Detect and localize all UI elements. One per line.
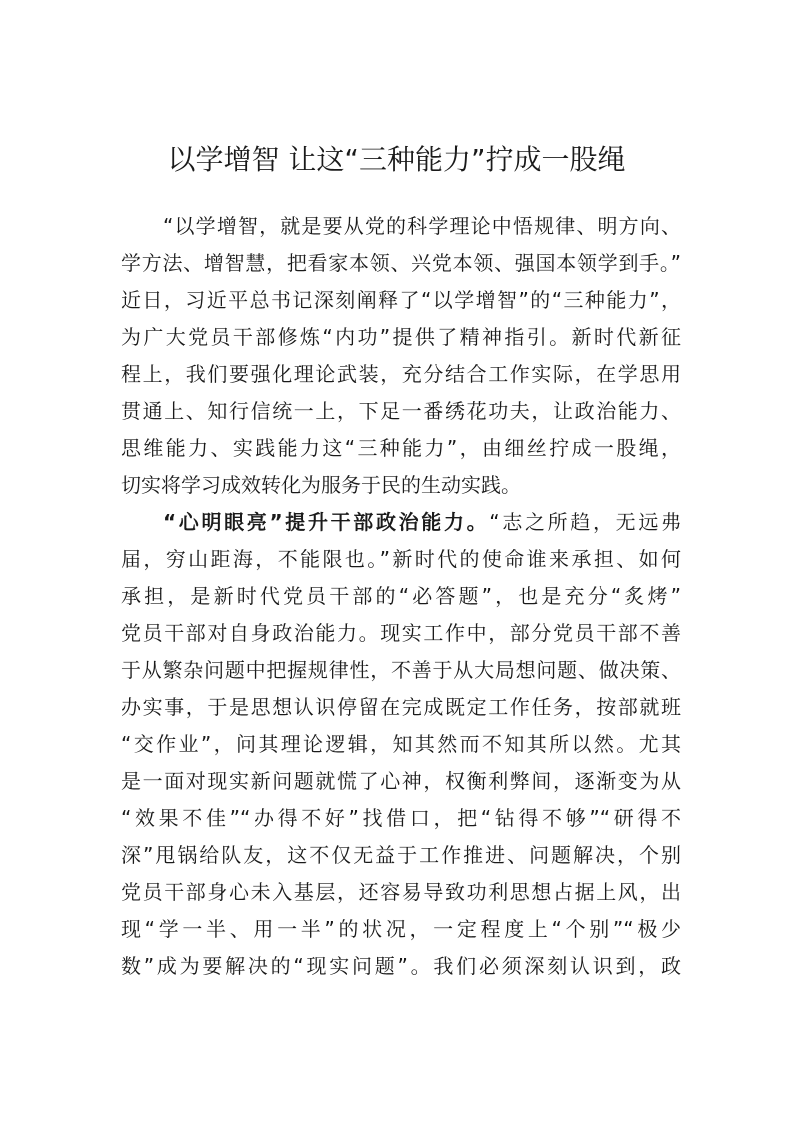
paragraph-line: 贯通上、知行信统一上，下足一番绣花功夫，让政治能力、 [121,399,681,423]
paragraph-text: “志之所趋，无远弗 [489,510,681,534]
paragraph-line: 学方法、增智慧，把看家本领、兴党本领、强国本领学到手。” [121,251,681,275]
document-body [121,208,681,985]
paragraph-line: 深”甩锅给队友，这不仅无益于工作推进、问题解决，个别 [121,843,681,867]
paragraph-line: 是一面对现实新问题就慌了心神，权衡利弊间，逐渐变为从 [121,769,681,793]
paragraph-line: 近日，习近平总书记深刻阐释了“以学增智”的“三种能力”， [121,288,681,312]
paragraph-line: 党员干部对自身政治能力。现实工作中，部分党员干部不善 [121,621,681,645]
document-title: 以学增智 让这“三种能力”拧成一股绳 [167,143,626,176]
paragraph-line: “效果不佳”“办得不好”找借口，把“钻得不够”“研得不 [121,806,681,830]
section-heading: “心明眼亮”提升干部政治能力。 [163,510,490,534]
paragraph-line: 程上，我们要强化理论武装，充分结合工作实际，在学思用 [121,362,681,386]
paragraph-2 [121,504,681,985]
paragraph-line: 党员干部身心未入基层，还容易导致功利思想占据上风，出 [121,880,681,904]
paragraph-line: “交作业”，问其理论逻辑，知其然而不知其所以然。尤其 [121,732,681,756]
paragraph-line: 思维能力、实践能力这“三种能力”，由细丝拧成一股绳， [121,436,681,460]
paragraph-line: 届，穷山距海，不能限也。”新时代的使命谁来承担、如何 [121,547,681,571]
paragraph-line: 现“学一半、用一半”的状况，一定程度上“个别”“极少 [121,917,681,941]
paragraph-line: 于从繁杂问题中把握规律性，不善于从大局想问题、做决策、 [121,658,681,682]
paragraph-1 [121,208,681,504]
paragraph-line: 为广大党员干部修炼“内功”提供了精神指引。新时代新征 [121,325,681,349]
paragraph-line: 切实将学习成效转化为服务于民的生动实践。 [121,473,521,497]
paragraph-line [121,504,681,541]
paragraph-line: 承担，是新时代党员干部的“必答题”，也是充分“炙烤” [121,584,681,608]
paragraph-line: “以学增智，就是要从党的科学理论中悟规律、明方向、 [163,214,681,238]
paragraph-line: 办实事，于是思想认识停留在完成既定工作任务，按部就班 [121,695,681,719]
paragraph-line: 数”成为要解决的“现实问题”。我们必须深刻认识到，政 [121,954,681,978]
